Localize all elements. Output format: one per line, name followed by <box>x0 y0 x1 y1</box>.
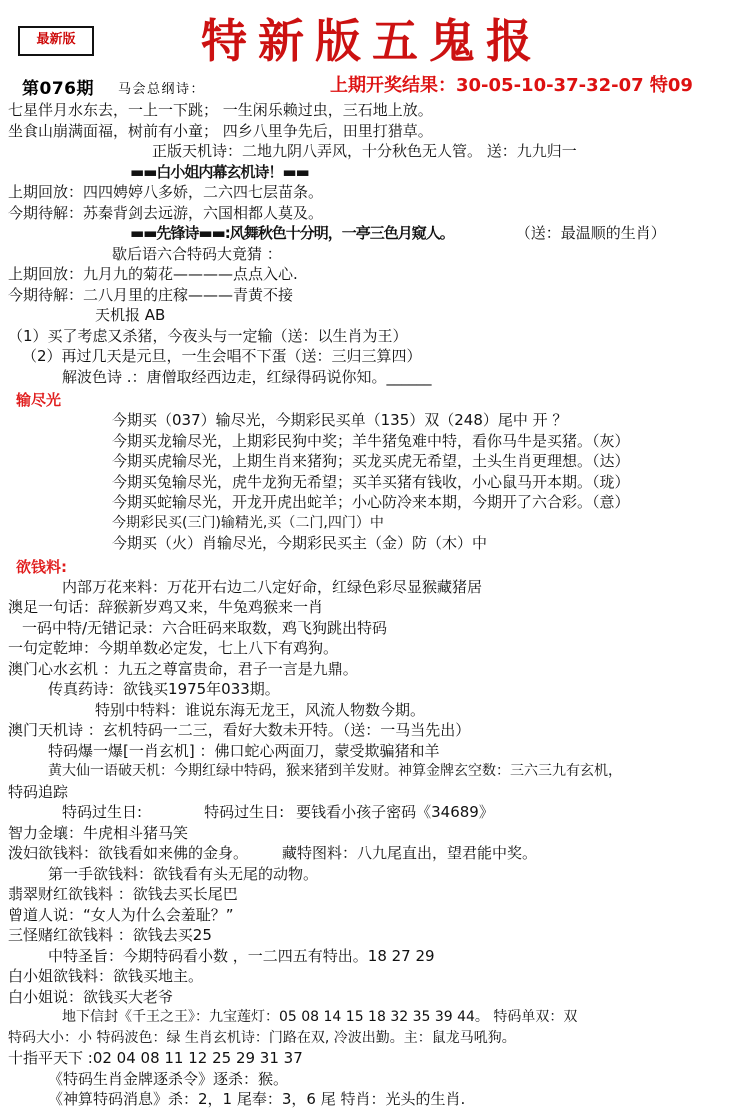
tezhuizong-line: 特码大小：小 特码波色：绿 生肖玄机诗：门路在双, 冷波出勤。主：鼠龙马吼狗。 <box>8 1029 516 1046</box>
tezhuizong-line: 曾道人说：“女人为什么会羞耻？” <box>8 905 234 924</box>
shujinguang-line: 今期买（037）输尽光，今期彩民买单（135）双（248）尾中 开 ？ <box>112 411 568 429</box>
tezhuizong-line: 白小姐说：欲钱买大老爷 <box>8 987 174 1006</box>
mahui-zhengban-line: 正版天机诗：二地九阴八弄风，十分秋色无人管。 送：九九归一 <box>152 142 577 160</box>
tezhuizong-heading: 特码追踪 <box>8 782 69 801</box>
yuqianliao-line: 澳足一句话：辞猴新岁鸡又来，牛兔鸡猴来一肖 <box>8 598 324 616</box>
tianji-item-1: （1）买了考虑又杀猪，今夜头与一定输（送：以生肖为王） <box>8 326 408 345</box>
shujinguang-line: 今期买龙输尽光，上期彩民狗中奖；羊牛猪兔难中特，看你马牛是买猪。（灰） <box>112 431 630 450</box>
tezhuizong-line: 中特圣旨：今期特码看小数 ，一二四五有特出。18 27 29 <box>48 946 435 965</box>
yuqianliao-line: 澳门心水玄机 ：九五之尊富贵命，君子一言是九鼎。 <box>8 659 358 678</box>
issue-number: 第076期 <box>22 79 94 99</box>
yuqianliao-line: 内部万花来料：万花开右边二八定好命，红绿色彩尽显猴藏猪居 <box>62 577 483 596</box>
cangte-tuliao: 藏特图料：八九尾直出，望君能中奖。 <box>282 844 538 862</box>
shujinguang-label: 输尽光 <box>16 391 62 409</box>
yuqianliao-line: 一句定乾坤：今期单数必定发，七上八下有鸡狗。 <box>8 639 339 657</box>
tema-birthday-2: 特码过生日: <box>204 803 285 821</box>
tezhuizong-line: 白小姐欲钱料：欲钱买地主。 <box>8 967 204 985</box>
xianfeng-send: （送：最温顺的生肖） <box>515 224 666 242</box>
baixiaojie-huifang: 上期回放：四四娉婷八多娇，二六四七层苗条。 <box>8 183 324 201</box>
baixiaojie-heading: ▬▬白小姐内幕玄机诗！▬▬ <box>130 162 309 181</box>
tema-birthday-1: 特码过生日: <box>62 803 143 821</box>
yuqianliao-line: 特码爆一爆[一肖玄机] ：佛口蛇心两面刀，蒙受欺骗猪和羊 <box>48 741 440 760</box>
subheader <box>0 74 737 100</box>
tezhuizong-line-pair <box>0 843 731 864</box>
shujinguang-line: 今期买蛇输尽光，开龙开虎出蛇羊；小心防冷来本期，今期开了六合彩。（意） <box>112 493 630 511</box>
page-body <box>0 100 737 1110</box>
tema-birthday-3: 要钱看小孩子密码《34689》 <box>296 803 494 821</box>
mahui-heading: 马会总纲诗： <box>118 82 206 97</box>
yuqianliao-line: 特别中特料：谁说东海无龙王，风流人物数今期。 <box>95 700 426 719</box>
baixiaojie-daijie: 今期待解：苏秦背剑去远游，六国相都人莫及。 <box>8 203 324 222</box>
pofu-yuqianliao: 泼妇欲钱料：欲钱看如来佛的金身。 <box>8 844 249 862</box>
tezhuizong-line: 《神算特码消息》杀：2，1 尾奉：3，6 尾 特肖：光头的生肖. <box>48 1090 466 1108</box>
xiehouyu-huifang: 上期回放：九月九的菊花————点点入心. <box>8 265 298 283</box>
tianji-item-2: （2）再过几天是元旦，一生会唱不下蛋（送：三归三算四） <box>22 347 422 365</box>
mahui-line-2: 坐食山崩满面福，树前有小童； 四乡八里争先后，田里打猎草。 <box>8 121 433 140</box>
tezhuizong-line: 翡翠财红欲钱料 ：欲钱去买长尾巴 <box>8 885 238 903</box>
yuqianliao-line: 传真药诗：欲钱买1975年033期。 <box>48 680 280 698</box>
jiebo-line: 解波色诗 .：唐僧取经西边走，红绿得码说你知。______ <box>62 367 432 386</box>
yuqianliao-line: 黄大仙一语破天机：今期红绿中特码，猴来猪到羊发财。神算金牌玄空数：三六三九有玄机， <box>48 763 622 779</box>
tezhuizong-line: 《特码生肖金牌逐杀令》逐杀：猴。 <box>48 1069 289 1088</box>
shujinguang-line: 今期买虎输尽光，上期生肖来猪狗；买龙买虎无希望，土头生肖更理想。（达） <box>112 452 630 470</box>
tianji-heading: 天机报 AB <box>95 306 166 324</box>
xianfeng-line <box>0 223 731 244</box>
tezhuizong-line: 三怪赌红欲钱料 ：欲钱去买25 <box>8 926 212 944</box>
xiehouyu-daijie: 今期待解：二八月里的庄稼———青黄不接 <box>8 285 294 304</box>
shujinguang-line: 今期彩民买(三门)输精光,买（二门,四门）中 <box>112 514 384 531</box>
mahui-line-1: 七星伴月水东去，一上一下跳； 一生闲乐赖过虫，三石地上放。 <box>8 101 433 119</box>
shujinguang-line: 今期买（火）肖输尽光，今期彩民买主（金）防（木）中 <box>112 534 488 552</box>
xiehouyu-heading: 歇后语六合特码大竟猜 ： <box>112 244 282 263</box>
tezhuizong-line: 十指平天下 :02 04 08 11 12 25 29 31 37 <box>8 1049 303 1067</box>
page-title: 特新版五鬼报 <box>201 14 543 68</box>
yuqianliao-line: 澳门天机诗 ：玄机特码一二三，看好大数未开特。（送：一马当先出） <box>8 721 471 739</box>
page-header <box>0 0 737 74</box>
latest-version-badge: 最新版 <box>18 26 94 56</box>
yuqianliao-line: 一码中特/无错记录：六合旺码来取数，鸡飞狗跳出特码 <box>22 618 388 637</box>
yuqianliao-label: 欲钱料: <box>16 557 67 576</box>
xianfeng-text: ▬▬先锋诗▬▬:风舞秋色十分明，一亭三色月窥人。 <box>130 224 454 242</box>
previous-draw-result: 上期开奖结果：30-05-10-37-32-07 特09 <box>330 75 693 96</box>
tezhuizong-line: 第一手欲钱料：欲钱看有头无尾的动物。 <box>48 864 319 883</box>
tezhuizong-line: 地下信封《千王之王》：九宝莲灯：05 08 14 15 18 32 35 39 44。 特码单双：双 <box>62 1009 578 1025</box>
tema-birthday-row <box>0 802 731 823</box>
tezhuizong-line: 智力金壤：牛虎相斗猪马笑 <box>8 823 189 842</box>
shujinguang-line: 今期买兔输尽光，虎牛龙狗无希望；买羊买猪有钱收，小心鼠马开本期。（珑） <box>112 472 630 491</box>
